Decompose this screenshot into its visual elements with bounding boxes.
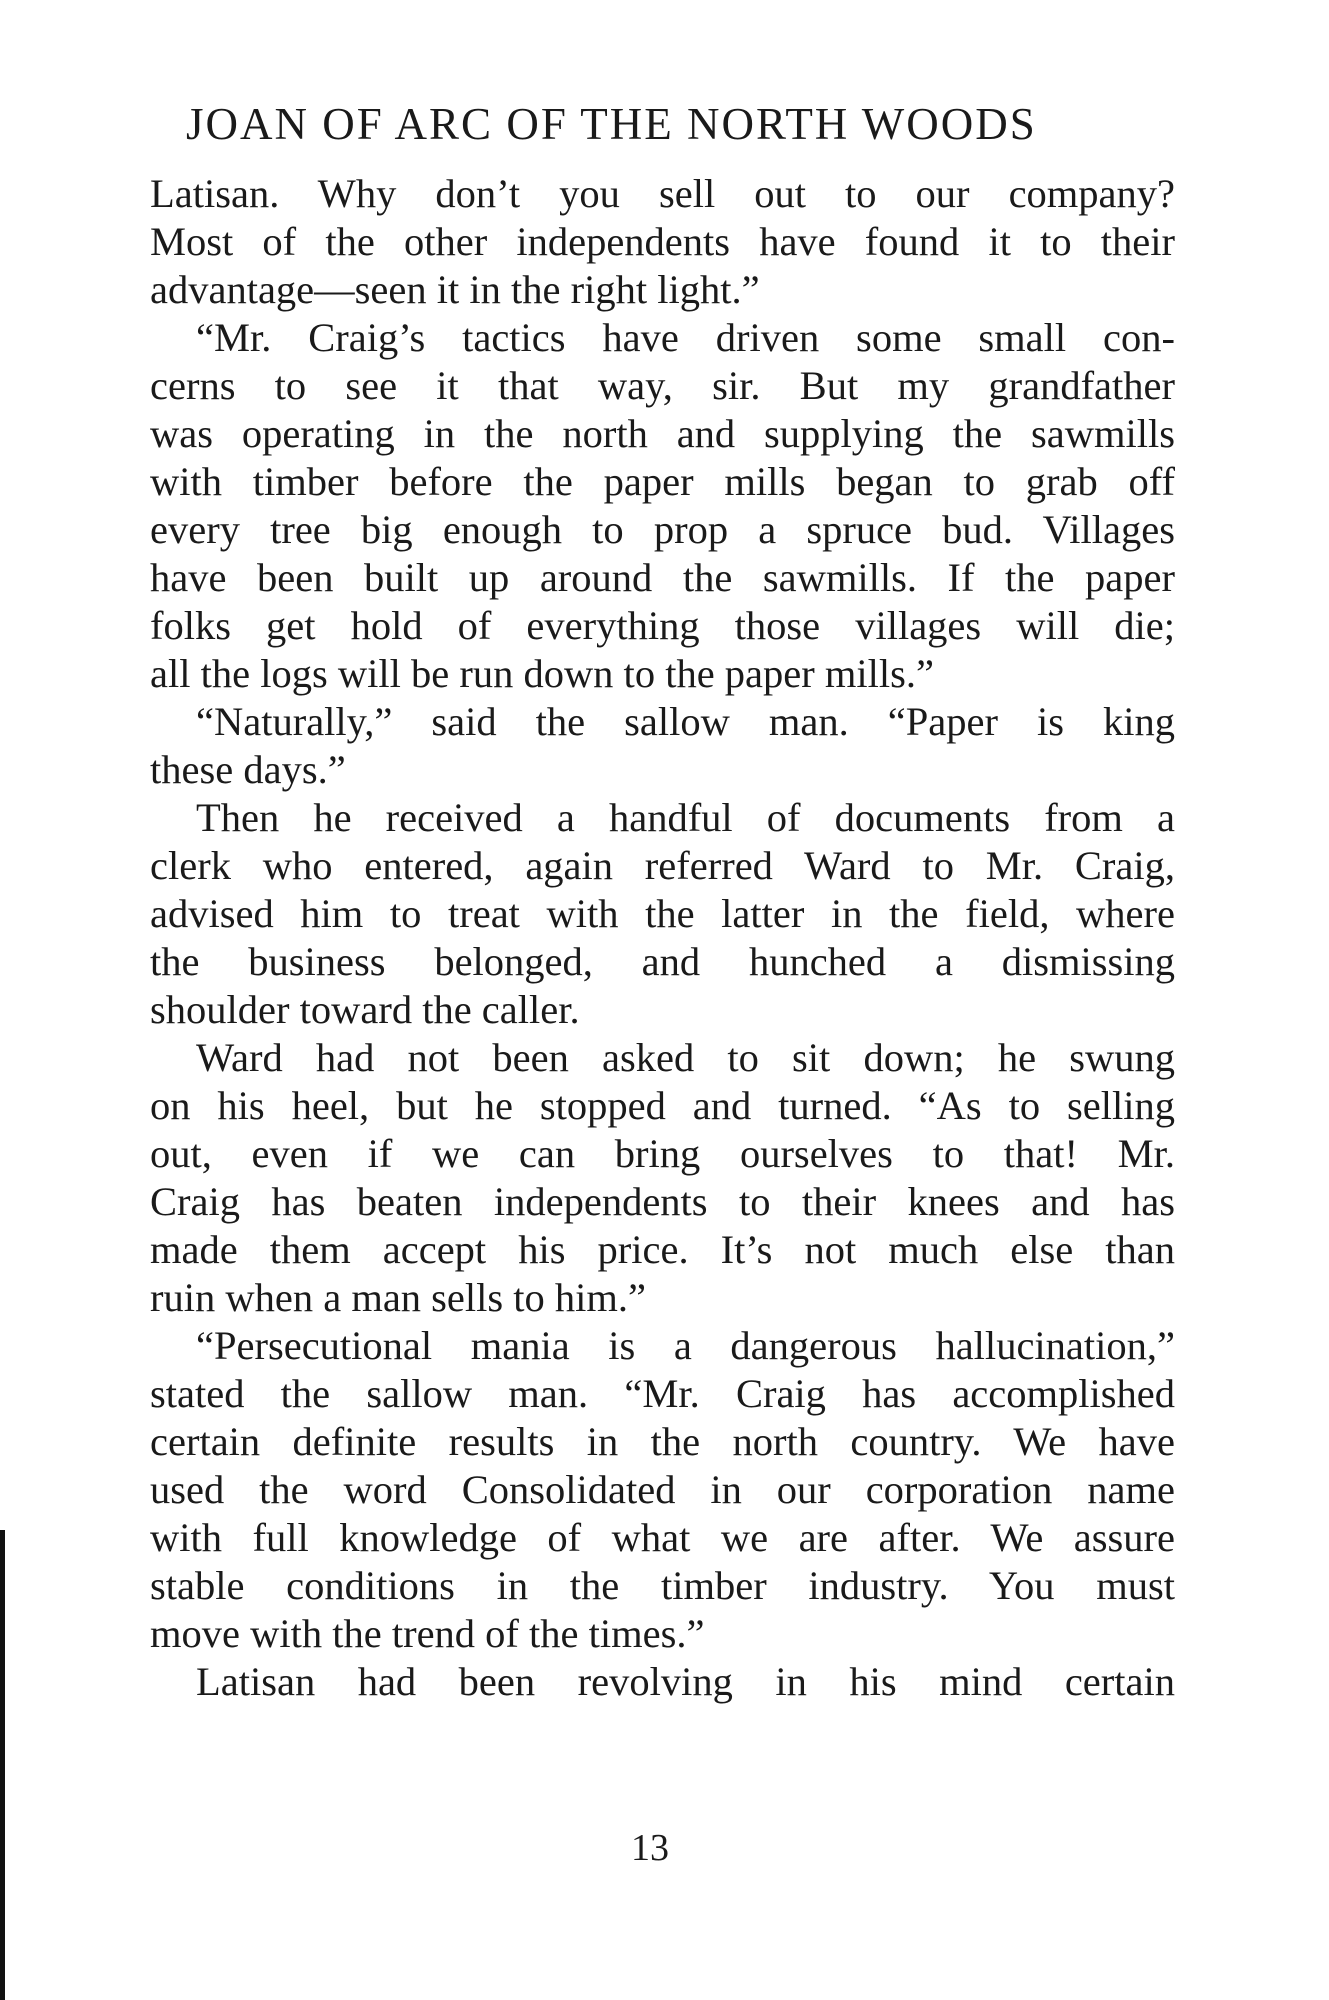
text-line: Craig has beaten independents to their knees and has [150, 1179, 1175, 1224]
text-line: “Persecutional mania is a dangerous hallucination,” [196, 1323, 1175, 1368]
text-line: Most of the other independents have found it to their [150, 219, 1175, 264]
text-line: Latisan had been revolving in his mind certain [196, 1659, 1175, 1704]
text-line: stable conditions in the timber industry. You must [150, 1563, 1175, 1608]
text-line: “Mr. Craig’s tactics have driven some small con- [196, 315, 1175, 360]
text-line: advised him to treat with the latter in the field, where [150, 891, 1175, 936]
text-line: used the word Consolidated in our corporation name [150, 1467, 1175, 1512]
text-line: cerns to see it that way, sir. But my grandfather [150, 363, 1175, 408]
text-line: Ward had not been asked to sit down; he swung [196, 1035, 1175, 1080]
text-line: advantage—seen it in the right light.” [150, 267, 760, 312]
text-line: all the logs will be run down to the paper mills.” [150, 651, 934, 696]
text-line: these days.” [150, 747, 346, 792]
text-line: was operating in the north and supplying the sawmills [150, 411, 1175, 456]
text-line: move with the trend of the times.” [150, 1611, 705, 1656]
text-line: made them accept his price. It’s not much else than [150, 1227, 1175, 1272]
running-head-title: JOAN OF ARC OF THE NORTH WOODS [186, 99, 1037, 149]
text-line: clerk who entered, again referred Ward to Mr. Craig, [150, 843, 1175, 888]
text-line: Then he received a handful of documents from a [196, 795, 1175, 840]
text-line: shoulder toward the caller. [150, 987, 580, 1032]
page-number: 13 [631, 1827, 669, 1869]
binding-edge-shadow [0, 1530, 5, 2000]
text-line: have been built up around the sawmills. If the paper [150, 555, 1175, 600]
text-line: with full knowledge of what we are after. We assure [150, 1515, 1175, 1560]
text-line: certain definite results in the north country. We have [150, 1419, 1175, 1464]
text-line: with timber before the paper mills began to grab off [150, 459, 1175, 504]
text-line: folks get hold of everything those villages will die; [150, 603, 1175, 648]
text-line: ruin when a man sells to him.” [150, 1275, 647, 1320]
text-line: “Naturally,” said the sallow man. “Paper is king [196, 699, 1175, 744]
text-line: Latisan. Why don’t you sell out to our company? [150, 171, 1175, 216]
text-line: out, even if we can bring ourselves to that! Mr. [150, 1131, 1175, 1176]
text-line: the business belonged, and hunched a dismissing [150, 939, 1175, 984]
text-line: every tree big enough to prop a spruce bud. Villages [150, 507, 1175, 552]
text-line: stated the sallow man. “Mr. Craig has accomplished [150, 1371, 1175, 1416]
body-text [150, 170, 1175, 1706]
text-line: on his heel, but he stopped and turned. “As to selling [150, 1083, 1175, 1128]
